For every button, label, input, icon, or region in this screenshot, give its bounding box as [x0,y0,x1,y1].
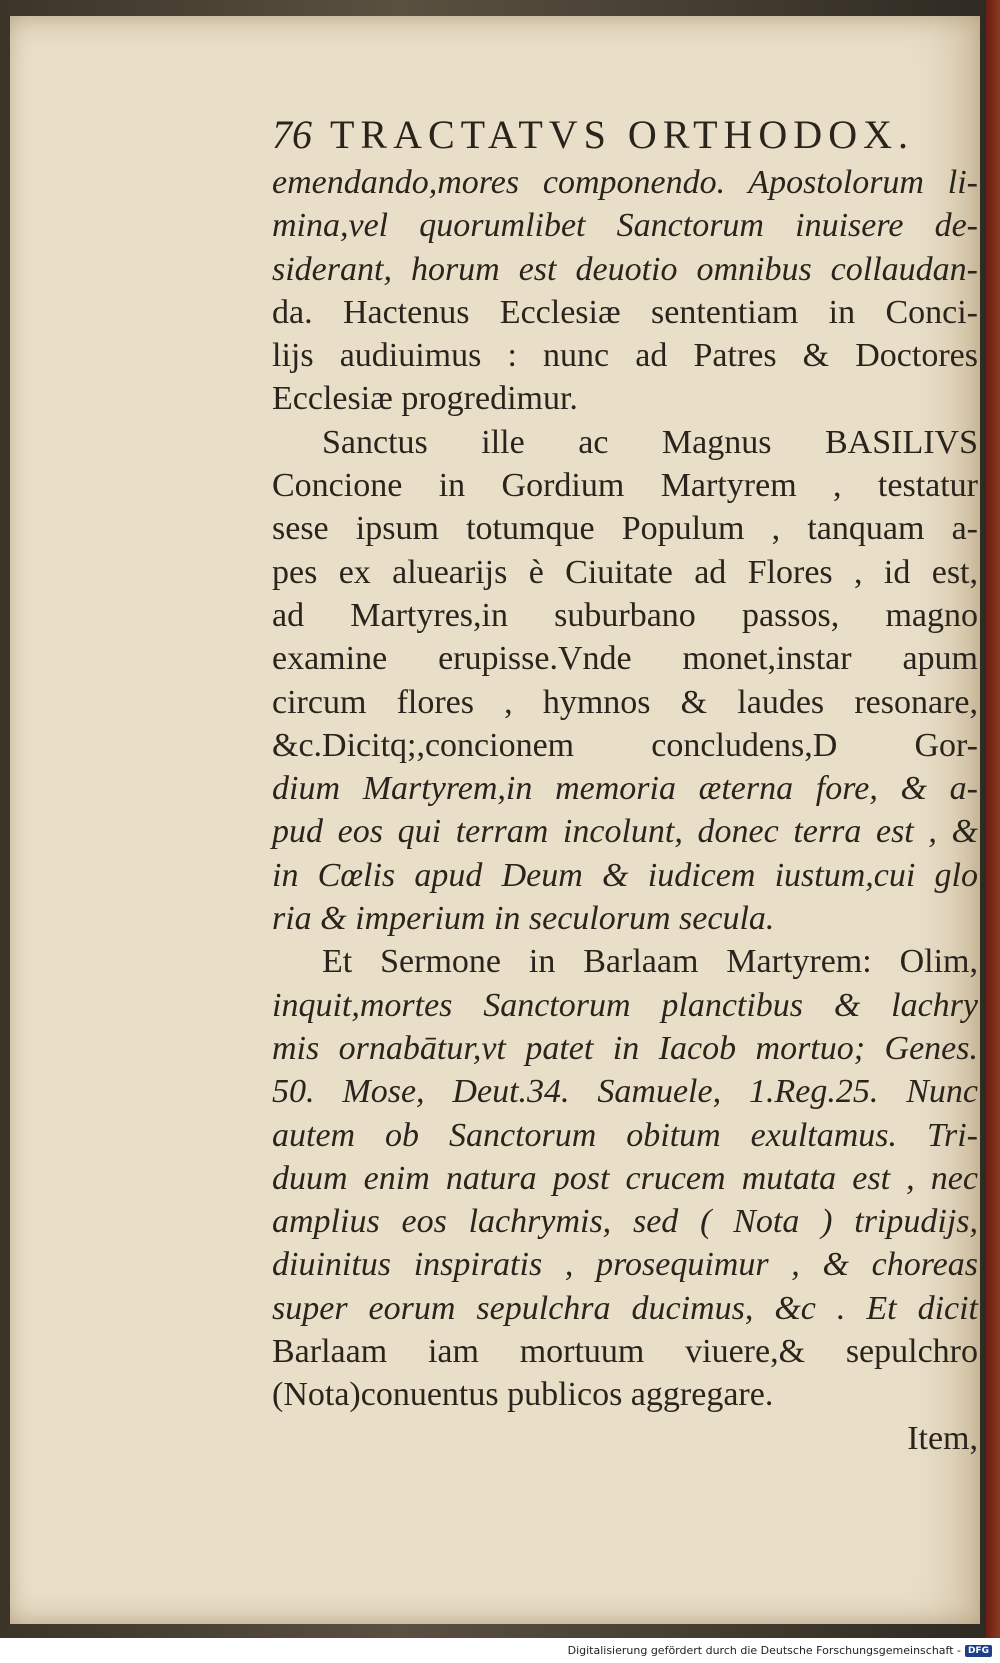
text-line: (Nota)conuentus publicos aggregare. [272,1376,774,1414]
text-line: circum flores , hymnos & laudes resonare, [272,683,978,721]
text-line: ria & imperium in seculorum secula. [272,900,775,938]
text-line: pes ex aluearijs è Ciuitate ad Flores , id est, [272,553,978,591]
text-line: examine erupisse.Vnde monet,instar apum [272,640,978,678]
running-title: TRACTATVS ORTHODOX. [330,112,914,157]
text-line: Et Sermone in Barlaam Martyrem: Olim, [322,943,978,981]
text-line: Sanctus ille ac Magnus BASILIVS [322,423,978,461]
text-line: Concione in Gordium Martyrem , testatur [272,467,978,505]
page-header [272,111,978,161]
text-line: da. Hactenus Ecclesiæ sententiam in Conci- [272,293,978,331]
text-line: amplius eos lachrymis, sed ( Nota ) tripudijs, [272,1203,978,1241]
text-line: sese ipsum totumque Populum , tanquam a- [272,510,978,548]
text-line: super eorum sepulchra ducimus, &c . Et dicit [272,1289,978,1327]
text-block [272,111,978,1460]
text-line: duum enim natura post crucem mutata est , nec [272,1159,978,1197]
text-line: inquit,mortes Sanctorum planctibus & lachry [272,986,978,1024]
text-line: mina,vel quorumlibet Sanctorum inuisere de- [272,207,978,245]
text-line: ad Martyres,in suburbano passos, magno [272,596,978,634]
text-line: in Cœlis apud Deum & iudicem iustum,cui glo [272,856,978,894]
text-line: Barlaam iam mortuum viuere,& sepulchro [272,1333,978,1371]
text-line: Ecclesiæ progredimur. [272,380,578,418]
book-page [10,16,980,1624]
page-number: 76 [272,112,312,157]
book-edge [986,0,1000,1638]
text-line: pud eos qui terram incolunt, donec terra est , & [272,813,978,851]
text-line: lijs audiuimus : nunc ad Patres & Doctores [272,337,978,375]
text-line: dium Martyrem,in memoria æterna fore, & a- [272,770,978,808]
text-line: &c.Dicitq;,concionem concludens,D Gor- [272,726,978,764]
text-line: 50. Mose, Deut.34. Samuele, 1.Reg.25. Nunc [272,1073,978,1111]
text-line: diuinitus inspiratis , prosequimur , & choreas [272,1246,978,1284]
catchword: Item, [907,1419,978,1457]
digitization-credit: Digitalisierung gefördert durch die Deutsche Forschungsgemeinschaft - [567,1644,961,1657]
dfg-logo: DFG [965,1645,992,1657]
text-line: autem ob Sanctorum obitum exultamus. Tri- [272,1116,978,1154]
text-line: siderant, horum est deuotio omnibus collaudan- [272,250,978,288]
text-line: mis ornabātur,vt patet in Iacob mortuo; Genes. [272,1029,978,1067]
digitization-credit-bar [0,1638,1000,1663]
text-line: emendando,mores componendo. Apostolorum li- [272,164,978,201]
